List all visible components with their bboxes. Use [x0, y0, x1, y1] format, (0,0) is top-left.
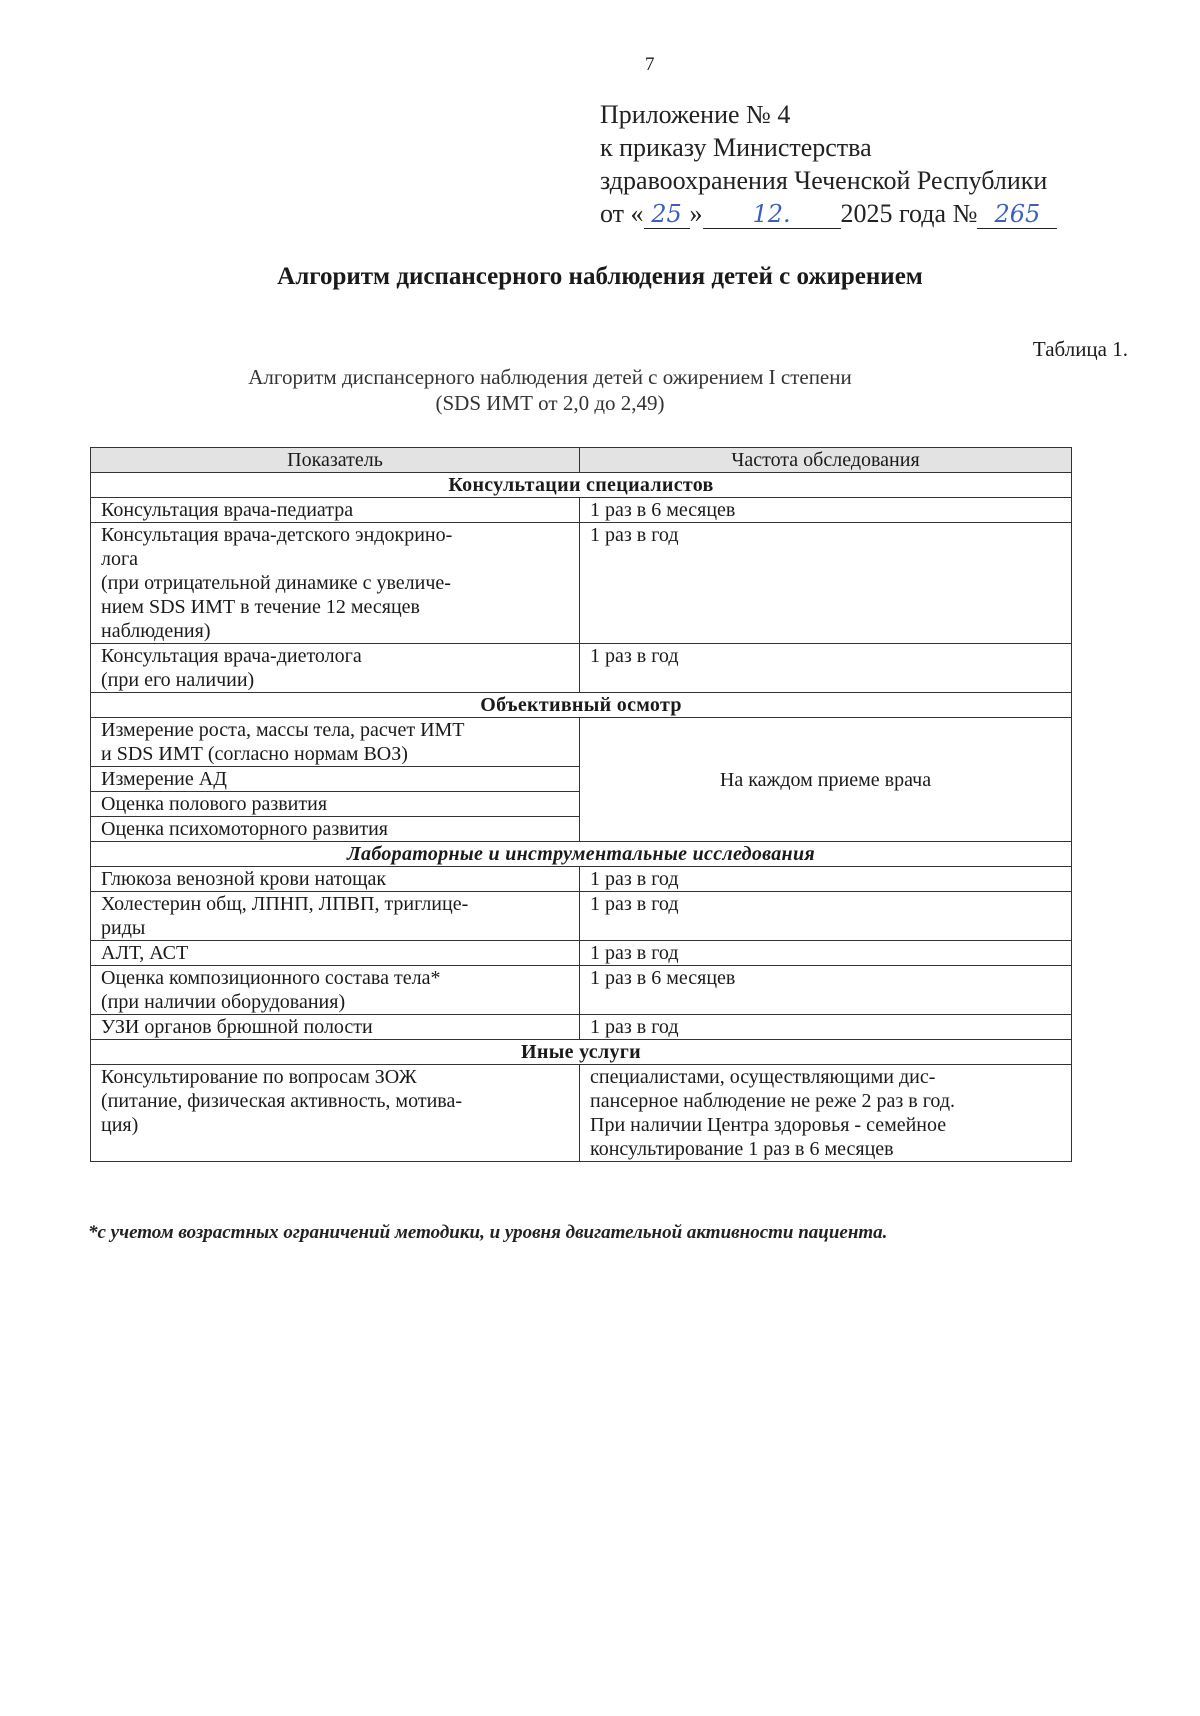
indicator-cell: Холестерин общ, ЛПНП, ЛПВП, триглице- риды [91, 892, 580, 941]
section-row [91, 1040, 1072, 1065]
table-label: Таблица 1. [1032, 337, 1128, 361]
handwritten-month: 12. [703, 200, 841, 229]
table-row [91, 523, 1072, 644]
frequency-cell: 1 раз в год [580, 644, 1072, 693]
frequency-cell: 1 раз в год [580, 892, 1072, 941]
section-heading: Лабораторные и инструментальные исследования [91, 842, 1072, 867]
frequency-cell: 1 раз в год [580, 867, 1072, 892]
date-year-text: 2025 года № [840, 199, 978, 228]
frequency-cell-merged: На каждом приеме врача [580, 718, 1072, 842]
indicator-cell: Оценка композиционного состава тела* (при наличии оборудования) [91, 966, 580, 1015]
observation-table [90, 447, 1072, 1162]
indicator-cell: Оценка психомоторного развития [91, 817, 580, 842]
section-row [91, 693, 1072, 718]
table-row [91, 966, 1072, 1015]
frequency-cell: 1 раз в 6 месяцев [580, 966, 1072, 1015]
appendix-line-3: здравоохранения Чеченской Республики [600, 166, 1048, 195]
handwritten-order-number: 265 [977, 200, 1057, 229]
indicator-cell: АЛТ, АСТ [91, 941, 580, 966]
frequency-cell: 1 раз в год [580, 941, 1072, 966]
table-row [91, 941, 1072, 966]
frequency-cell: 1 раз в год [580, 523, 1072, 644]
section-heading: Объективный осмотр [91, 693, 1072, 718]
appendix-header [600, 98, 1057, 230]
appendix-line-2: к приказу Министерства [600, 133, 872, 162]
indicator-cell: Измерение АД [91, 767, 580, 792]
table-row [91, 498, 1072, 523]
indicator-cell: Консультация врача-педиатра [91, 498, 580, 523]
frequency-cell: специалистами, осуществляющими дис- пансерное наблюдение не реже 2 раз в год. При наличии Центра здоровья - семейное консультирование 1 раз в 6 месяцев [580, 1065, 1072, 1162]
table-body [91, 473, 1072, 1162]
section-row [91, 473, 1072, 498]
appendix-date-line [600, 197, 1057, 230]
indicator-cell: Консультирование по вопросам ЗОЖ (питание, физическая активность, мотива- ция) [91, 1065, 580, 1162]
frequency-cell: 1 раз в год [580, 1015, 1072, 1040]
table-header-row [91, 448, 1072, 473]
frequency-cell: 1 раз в 6 месяцев [580, 498, 1072, 523]
section-heading: Консультации специалистов [91, 473, 1072, 498]
caption-line-2: (SDS ИМТ от 2,0 до 2,49) [435, 391, 665, 415]
table-row [91, 867, 1072, 892]
footnote: *с учетом возрастных ограничений методики, и уровня двигательной активности пациента. [88, 1222, 888, 1243]
indicator-cell: Консультация врача-детского эндокрино- лога (при отрицательной динамике с увеличе- нием SDS ИМТ в течение 12 месяцев наблюдения) [91, 523, 580, 644]
header-frequency: Частота обследования [580, 448, 1072, 473]
table-row [91, 892, 1072, 941]
table-row [91, 1015, 1072, 1040]
caption-line-1: Алгоритм диспансерного наблюдения детей с ожирением I степени [248, 365, 852, 389]
indicator-cell: Оценка полового развития [91, 792, 580, 817]
section-row [91, 842, 1072, 867]
indicator-cell: Измерение роста, массы тела, расчет ИМТ и SDS ИМТ (согласно нормам ВОЗ) [91, 718, 580, 767]
page-number: 7 [645, 54, 655, 75]
date-mid: » [689, 199, 703, 228]
appendix-line-1: Приложение № 4 [600, 100, 791, 129]
header-indicator: Показатель [91, 448, 580, 473]
indicator-cell: УЗИ органов брюшной полости [91, 1015, 580, 1040]
handwritten-day: 25 [644, 200, 690, 229]
table-caption [160, 364, 940, 416]
document-title: Алгоритм диспансерного наблюдения детей с ожирением [277, 263, 923, 290]
table-row [91, 718, 1072, 767]
table-row [91, 1065, 1072, 1162]
indicator-cell: Глюкоза венозной крови натощак [91, 867, 580, 892]
indicator-cell: Консультация врача-диетолога (при его наличии) [91, 644, 580, 693]
table-row [91, 644, 1072, 693]
section-heading: Иные услуги [91, 1040, 1072, 1065]
date-prefix: от « [600, 199, 644, 228]
